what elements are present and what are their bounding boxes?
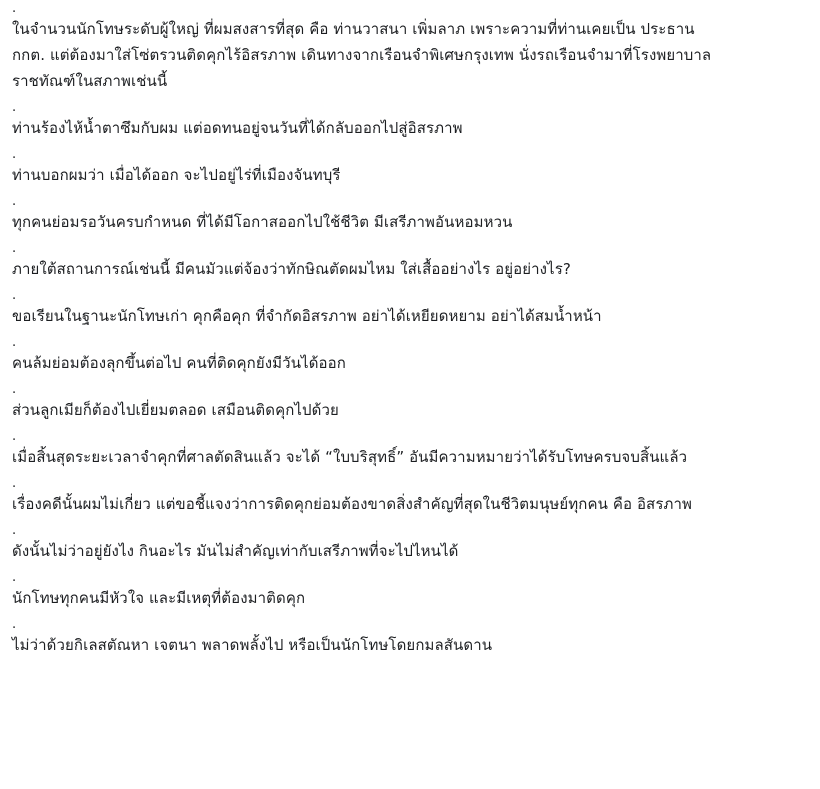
paragraph-7 bbox=[12, 336, 812, 376]
paragraph-line: คนล้มย่อมต้องลุกขึ้นต่อไป คนที่ติดคุกยังมีวันได้ออก bbox=[12, 354, 346, 372]
paragraph-line: ทุกคนย่อมรอวันครบกำหนด ที่ได้มีโอกาสออกไปใช้ชีวิต มีเสรีภาพอันหอมหวน bbox=[12, 213, 513, 231]
paragraph-10 bbox=[12, 477, 812, 517]
paragraph-line: เมื่อสิ้นสุดระยะเวลาจำคุกที่ศาลตัดสินแล้ว จะได้ “ใบบริสุทธิ์” อันมีความหมายว่าได้รับโทษครบจบสิ้นแล้ว bbox=[12, 448, 688, 466]
paragraph-13 bbox=[12, 618, 812, 658]
paragraph-marker: . bbox=[12, 100, 17, 115]
paragraph-3 bbox=[12, 148, 812, 188]
paragraph-4 bbox=[12, 195, 812, 235]
paragraph-line: ภายใต้สถานการณ์เช่นนี้ มีคนมัวแต่จ้องว่าทักษิณตัดผมไหม ใส่เสื้ออย่างไร อยู่อย่างไร? bbox=[12, 260, 571, 278]
paragraph-2 bbox=[12, 101, 812, 141]
paragraph-12 bbox=[12, 571, 812, 611]
paragraph-marker: . bbox=[12, 1, 17, 16]
paragraph-marker: . bbox=[12, 241, 17, 256]
paragraph-marker: . bbox=[12, 382, 17, 397]
paragraph-8 bbox=[12, 383, 812, 423]
paragraph-line: ในจำนวนนักโทษระดับผู้ใหญ่ ที่ผมสงสารที่สุด คือ ท่านวาสนา เพิ่มลาภ เพราะความที่ท่านเคยเป็น ประธาน bbox=[12, 20, 695, 38]
paragraph-line: นักโทษทุกคนมีหัวใจ และมีเหตุที่ต้องมาติดคุก bbox=[12, 589, 306, 607]
paragraph-9 bbox=[12, 430, 812, 470]
paragraph-line: ท่านบอกผมว่า เมื่อได้ออก จะไปอยู่ไร่ที่เมืองจันทบุรี bbox=[12, 166, 341, 184]
paragraph-marker: . bbox=[12, 429, 17, 444]
paragraph-line: เรื่องคดีนั้นผมไม่เกี่ยว แต่ขอชี้แจงว่าการติดคุกย่อมต้องขาดสิ่งสำคัญที่สุดในชีวิตมนุษย์ทุกคน คือ อิสรภาพ bbox=[12, 495, 692, 513]
paragraph-marker: . bbox=[12, 288, 17, 303]
post-body bbox=[12, 2, 812, 658]
paragraph-marker: . bbox=[12, 194, 17, 209]
paragraph-6 bbox=[12, 289, 812, 329]
paragraph-line: ราชทัณฑ์ในสภาพเช่นนี้ bbox=[12, 72, 168, 90]
paragraph-marker: . bbox=[12, 523, 17, 538]
paragraph-line: ไม่ว่าด้วยกิเลสตัณหา เจตนา พลาดพลั้งไป หรือเป็นนักโทษโดยกมลสันดาน bbox=[12, 636, 493, 654]
paragraph-marker: . bbox=[12, 335, 17, 350]
paragraph-line: ขอเรียนในฐานะนักโทษเก่า คุกคือคุก ที่จำกัดอิสรภาพ อย่าได้เหยียดหยาม อย่าได้สมน้ำหน้า bbox=[12, 307, 602, 325]
paragraph-11 bbox=[12, 524, 812, 564]
paragraph-line: ส่วนลูกเมียก็ต้องไปเยี่ยมตลอด เสมือนติดคุกไปด้วย bbox=[12, 401, 339, 419]
paragraph-line: ดังนั้นไม่ว่าอยู่ยังไง กินอะไร มันไม่สำคัญเท่ากับเสรีภาพที่จะไปไหนได้ bbox=[12, 542, 459, 560]
paragraph-marker: . bbox=[12, 476, 17, 491]
paragraph-5 bbox=[12, 242, 812, 282]
paragraph-marker: . bbox=[12, 617, 17, 632]
paragraph-1 bbox=[12, 2, 812, 94]
paragraph-marker: . bbox=[12, 570, 17, 585]
paragraph-line: กกต. แต่ต้องมาใส่โซ่ตรวนติดคุกไร้อิสรภาพ เดินทางจากเรือนจำพิเศษกรุงเทพ นั่งรถเรือนจำมาที่โรงพยาบาล bbox=[12, 46, 712, 64]
paragraph-line: ท่านร้องไห้น้ำตาซึมกับผม แต่อดทนอยู่จนวันที่ได้กลับออกไปสู่อิสรภาพ bbox=[12, 119, 463, 137]
paragraph-marker: . bbox=[12, 147, 17, 162]
